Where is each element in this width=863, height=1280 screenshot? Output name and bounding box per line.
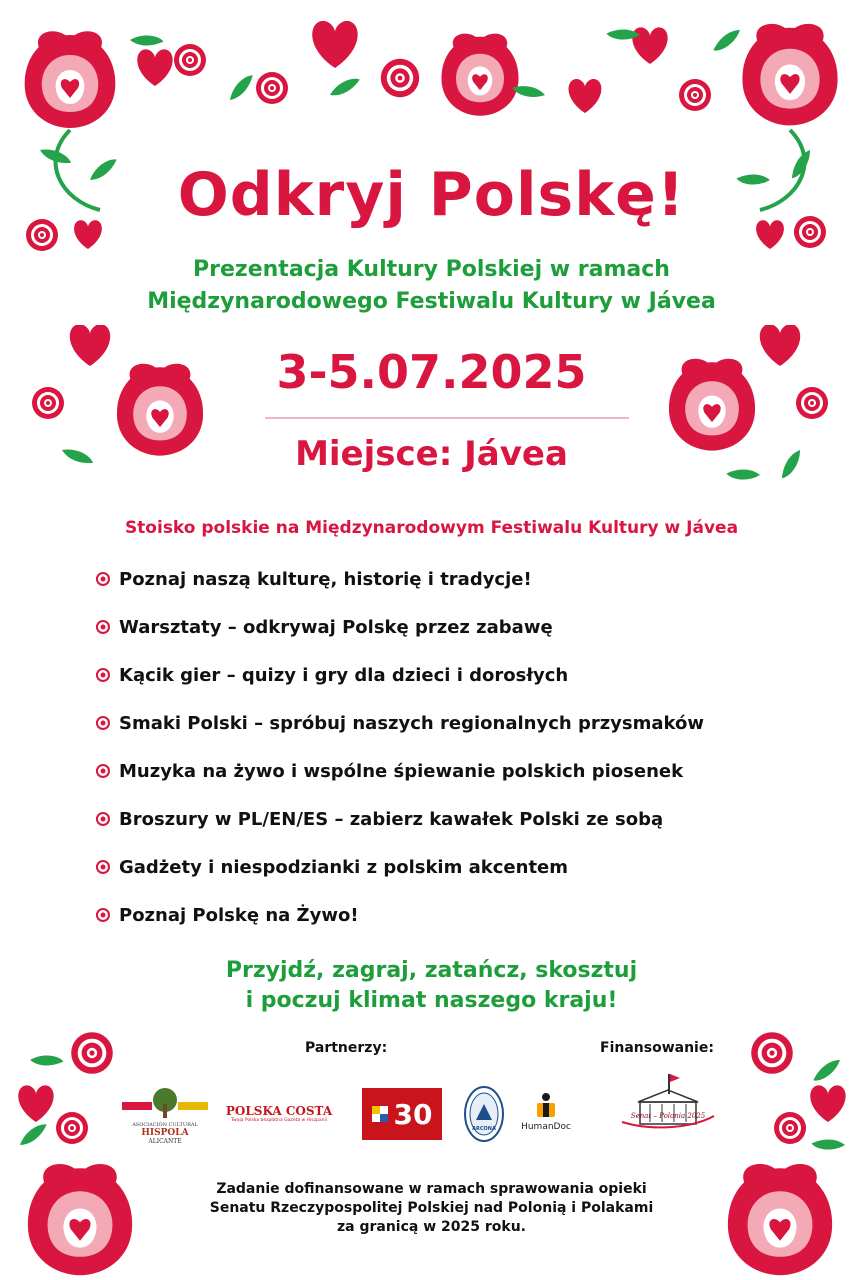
flower-bullet-icon — [96, 764, 110, 778]
flower-bullet-icon — [96, 572, 110, 586]
list-item — [96, 758, 683, 784]
footer-line-2: Senatu Rzeczypospolitej Polskiej nad Polonią i Polakami — [209, 1200, 654, 1216]
footer-note — [0, 1180, 863, 1237]
senat-logo-text: Senat – Polonia 2025 — [630, 1112, 706, 1120]
cta-line-2: i poczuj klimat naszego kraju! — [245, 988, 618, 1013]
list-item — [96, 566, 532, 592]
hispola-city: ALICANTE — [148, 1138, 182, 1145]
senate-building-icon — [618, 1072, 718, 1138]
event-date: 3-5.07.2025 — [276, 345, 587, 399]
list-item-label: Broszury w PL/EN/ES – zabierz kawałek Polski ze sobą — [119, 808, 664, 830]
list-item — [96, 710, 704, 736]
tree-icon — [122, 1088, 208, 1118]
emblem-icon — [372, 1106, 388, 1122]
partners-heading: Partnerzy: — [305, 1040, 388, 1056]
list-item-label: Smaki Polski – spróbuj naszych regionalnych przysmaków — [119, 712, 705, 734]
list-item-label: Gadżety i niespodzianki z polskim akcentem — [119, 856, 569, 878]
polskacosta-tagline: Twoja Polska bezpłatna Gazeta w Hiszpanii — [231, 1118, 327, 1123]
list-item-label: Warsztaty – odkrywaj Polskę przez zabawę — [119, 616, 553, 638]
flower-bullet-icon — [96, 668, 110, 682]
subtitle-line-2: Międzynarodowego Festiwalu Kultury w Jávea — [147, 289, 716, 314]
polskacosta-name: POLSKA COSTA — [225, 1104, 333, 1118]
humandoc-name: HumanDoc — [521, 1122, 571, 1132]
list-item-label: Kącik gier – quizy i gry dla dzieci i dorosłych — [119, 664, 569, 686]
senat-logo — [618, 1072, 718, 1138]
bottom-floral-border — [0, 1020, 863, 1280]
humandoc-icon — [535, 1092, 557, 1118]
list-item-label: Muzyka na żywo i wspólne śpiewanie polskich piosenek — [119, 760, 684, 782]
event-place: Miejsce: Jávea — [295, 434, 568, 474]
subtitle-line-1: Prezentacja Kultury Polskiej w ramach — [193, 257, 670, 282]
footer-line-3: za granicą w 2025 roku. — [337, 1219, 526, 1235]
flower-bullet-icon — [96, 716, 110, 730]
list-item — [96, 854, 568, 880]
arcona-logo — [464, 1086, 504, 1142]
funding-heading: Finansowanie: — [600, 1040, 714, 1056]
list-item — [96, 662, 568, 688]
humandoc-logo — [518, 1092, 574, 1132]
flower-bullet-icon — [96, 812, 110, 826]
flower-bullet-icon — [96, 860, 110, 874]
polskacosta-logo — [220, 1104, 338, 1123]
hispola-logo — [122, 1088, 208, 1146]
arcona-name: ARCONA — [472, 1126, 496, 1132]
anniversary-30-logo — [362, 1088, 442, 1140]
list-item-label: Poznaj naszą kulturę, historię i tradycje! — [119, 568, 532, 590]
divider — [265, 417, 629, 419]
flower-bullet-icon — [96, 908, 110, 922]
intro-text: Stoisko polskie na Międzynarodowym Festiwalu Kultury w Jávea — [124, 518, 739, 538]
flower-bullet-icon — [96, 620, 110, 634]
anniversary-number: 30 — [393, 1097, 433, 1131]
list-item — [96, 902, 359, 928]
list-item-label: Poznaj Polskę na Żywo! — [119, 904, 359, 926]
shield-icon — [464, 1086, 504, 1142]
page-title: Odkryj Polskę! — [177, 160, 686, 230]
hispola-small: ASOCIACIÓN CULTURAL — [132, 1122, 198, 1128]
hispola-name: HISPOLA — [141, 1128, 189, 1138]
footer-line-1: Zadanie dofinansowane w ramach sprawowania opieki — [216, 1181, 647, 1197]
cta-line-1: Przyjdź, zagraj, zatańcz, skosztuj — [225, 958, 638, 983]
list-item — [96, 614, 553, 640]
list-item — [96, 806, 663, 832]
